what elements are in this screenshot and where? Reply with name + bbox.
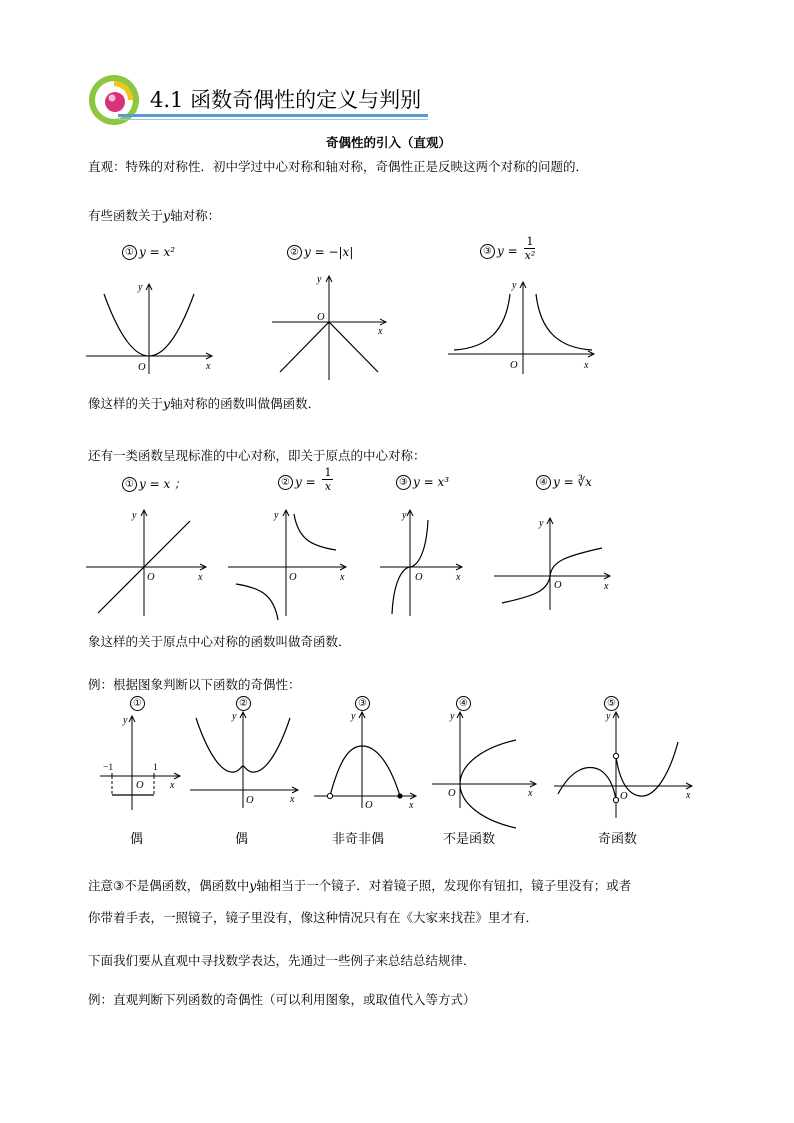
axis-x-label: x xyxy=(584,360,589,371)
odd-formula-3 xyxy=(396,475,449,490)
example1-num-5: ⑤ xyxy=(604,696,619,711)
origin-label: O xyxy=(620,791,628,802)
origin-label: O xyxy=(448,788,456,799)
axis-y-label: y xyxy=(132,510,137,521)
axis-x-label: x xyxy=(340,572,345,583)
origin-label: O xyxy=(510,360,518,371)
even-formula-3-numerator: 1 xyxy=(526,235,534,248)
intro-line: 直观：特殊的对称性．初中学过中心对称和轴对称，奇偶性正是反映这两个对称的问题的． xyxy=(88,159,589,174)
example1-num-2: ② xyxy=(236,696,251,711)
even-formula-2-num: ② xyxy=(287,245,302,260)
odd-formula-4-num: ④ xyxy=(536,475,551,490)
graph-even-parabola xyxy=(86,280,216,376)
axis-y-label: y xyxy=(606,711,611,722)
even-intro-after: 轴对称： xyxy=(170,208,221,223)
origin-label: O xyxy=(246,795,254,806)
even-intro xyxy=(88,206,220,224)
axis-x-label: x xyxy=(170,780,175,791)
even-conclusion-before: 像这样的关于 xyxy=(88,396,164,411)
even-formula-2 xyxy=(287,245,353,260)
odd-formula-3-num: ③ xyxy=(396,475,411,490)
transition-line: 下面我们要从直观中寻找数学表达，先通过一些例子来总结总结规律． xyxy=(88,953,476,968)
even-formula-1 xyxy=(122,245,175,260)
open-point-top xyxy=(613,753,618,758)
example1-answer-5: 奇函数 xyxy=(598,832,638,847)
odd-formula-2 xyxy=(278,466,333,493)
origin-label: O xyxy=(289,572,297,583)
even-formula-3 xyxy=(480,235,535,262)
even-conclusion-after: 轴对称的函数叫做偶函数． xyxy=(170,396,321,411)
even-formula-2-text: y = −|x| xyxy=(304,245,354,259)
graph-odd-cube-root xyxy=(494,516,614,612)
note-line-1-before: 注意③不是偶函数，偶函数中 xyxy=(88,878,250,893)
graph-odd-reciprocal xyxy=(226,508,352,618)
odd-formula-1-text: y = x ； xyxy=(139,477,187,491)
axis-y-label: y xyxy=(232,711,237,722)
example2-prompt: 例：直观判断下列函数的奇偶性（可以利用图象，或取值代入等方式） xyxy=(88,992,476,1007)
even-formula-1-text: y = x² xyxy=(139,245,176,259)
axis-x-label: x xyxy=(528,788,533,799)
axis-x-label: x xyxy=(206,361,211,372)
axis-y-label: y xyxy=(317,274,322,285)
origin-label: O xyxy=(415,572,423,583)
odd-formula-1-num: ① xyxy=(122,477,137,492)
axis-y-label: y xyxy=(123,715,128,726)
graph-odd-cubic xyxy=(378,508,468,618)
odd-formula-4-text: y = ∛x xyxy=(553,475,592,489)
origin-label: O xyxy=(147,572,155,583)
example1-prompt: 例：根据图象判断以下函数的奇偶性： xyxy=(88,677,301,692)
note-line-1 xyxy=(88,876,631,894)
tick-minus-one: −1 xyxy=(103,763,114,773)
even-intro-var: y xyxy=(163,208,171,223)
odd-formula-1 xyxy=(122,475,186,492)
axis-y-label: y xyxy=(402,510,407,521)
axis-y-label: y xyxy=(512,280,517,291)
graph-even-inverse-square xyxy=(448,278,598,376)
even-formula-1-num: ① xyxy=(122,245,137,260)
note-line-1-after: 轴相当于一个镜子．对着镜子照，发现你有钮扣，镜子里没有；或者 xyxy=(256,878,632,893)
even-formula-3-denominator: x² xyxy=(524,249,536,262)
origin-label: O xyxy=(136,780,144,791)
even-formula-3-num: ③ xyxy=(480,244,495,259)
even-formula-3-lhs: y = xyxy=(497,244,518,258)
axis-x-label: x xyxy=(686,790,691,801)
axis-x-label: x xyxy=(378,326,383,337)
axis-x-label: x xyxy=(409,800,414,811)
axis-y-label: y xyxy=(450,711,455,722)
axis-y-label: y xyxy=(539,518,544,529)
odd-intro: 还有一类函数呈现标准的中心对称，即关于原点的中心对称： xyxy=(88,448,426,463)
origin-label: O xyxy=(138,362,146,373)
example1-num-4: ④ xyxy=(456,696,471,711)
open-endpoint xyxy=(327,793,332,798)
odd-formula-2-numerator: 1 xyxy=(324,466,332,479)
open-point-bottom xyxy=(613,797,618,802)
example1-answer-4: 不是函数 xyxy=(443,832,496,847)
even-intro-before: 有些函数关于 xyxy=(88,208,164,223)
even-conclusion xyxy=(88,394,320,412)
note-line-2: 你带着手表，一照镜子，镜子里没有，像这种情况只有在《大家来找茬》里才有． xyxy=(88,910,539,925)
odd-formula-2-lhs: y = xyxy=(295,475,316,489)
odd-formula-4 xyxy=(536,475,592,490)
odd-conclusion: 象这样的关于原点中心对称的函数叫做奇函数． xyxy=(88,634,351,649)
note-line-1-var: y xyxy=(249,878,257,893)
example1-num-1: ① xyxy=(130,696,145,711)
axis-y-label: y xyxy=(274,510,279,521)
section-title: 奇偶性的引入（直观） xyxy=(326,135,452,150)
even-conclusion-var: y xyxy=(163,396,171,411)
tick-one: 1 xyxy=(153,763,158,773)
graph-even-neg-abs xyxy=(266,272,396,382)
odd-formula-3-text: y = x³ xyxy=(413,475,450,489)
axis-x-label: x xyxy=(198,572,203,583)
example1-answer-1: 偶 xyxy=(130,832,144,847)
logo-ball xyxy=(105,92,125,112)
example1-num-3: ③ xyxy=(355,696,370,711)
axis-x-label: x xyxy=(604,581,609,592)
graph-odd-linear xyxy=(86,508,210,618)
odd-formula-2-num: ② xyxy=(278,475,293,490)
example1-answer-3: 非奇非偶 xyxy=(332,832,385,847)
odd-formula-2-denominator: x xyxy=(324,480,332,493)
header-rule-thin xyxy=(118,119,428,120)
origin-label: O xyxy=(317,312,325,323)
axis-y-label: y xyxy=(351,711,356,722)
axis-y-label: y xyxy=(138,282,143,293)
example-graph-2-w-curve xyxy=(186,708,302,808)
axis-x-label: x xyxy=(456,572,461,583)
example-graph-3-arch xyxy=(312,708,420,810)
example1-answer-2: 偶 xyxy=(235,832,249,847)
page-title: 4.1 函数奇偶性的定义与判别 xyxy=(150,88,422,112)
origin-label: O xyxy=(365,800,373,811)
example-graph-4-sideways-parabola xyxy=(430,708,542,810)
header-rule xyxy=(118,114,428,117)
origin-label: O xyxy=(554,580,562,591)
example-graph-1-rectangle xyxy=(100,712,186,812)
axis-x-label: x xyxy=(290,794,295,805)
closed-endpoint xyxy=(397,793,402,798)
example-graph-5-odd-curve xyxy=(552,708,696,820)
